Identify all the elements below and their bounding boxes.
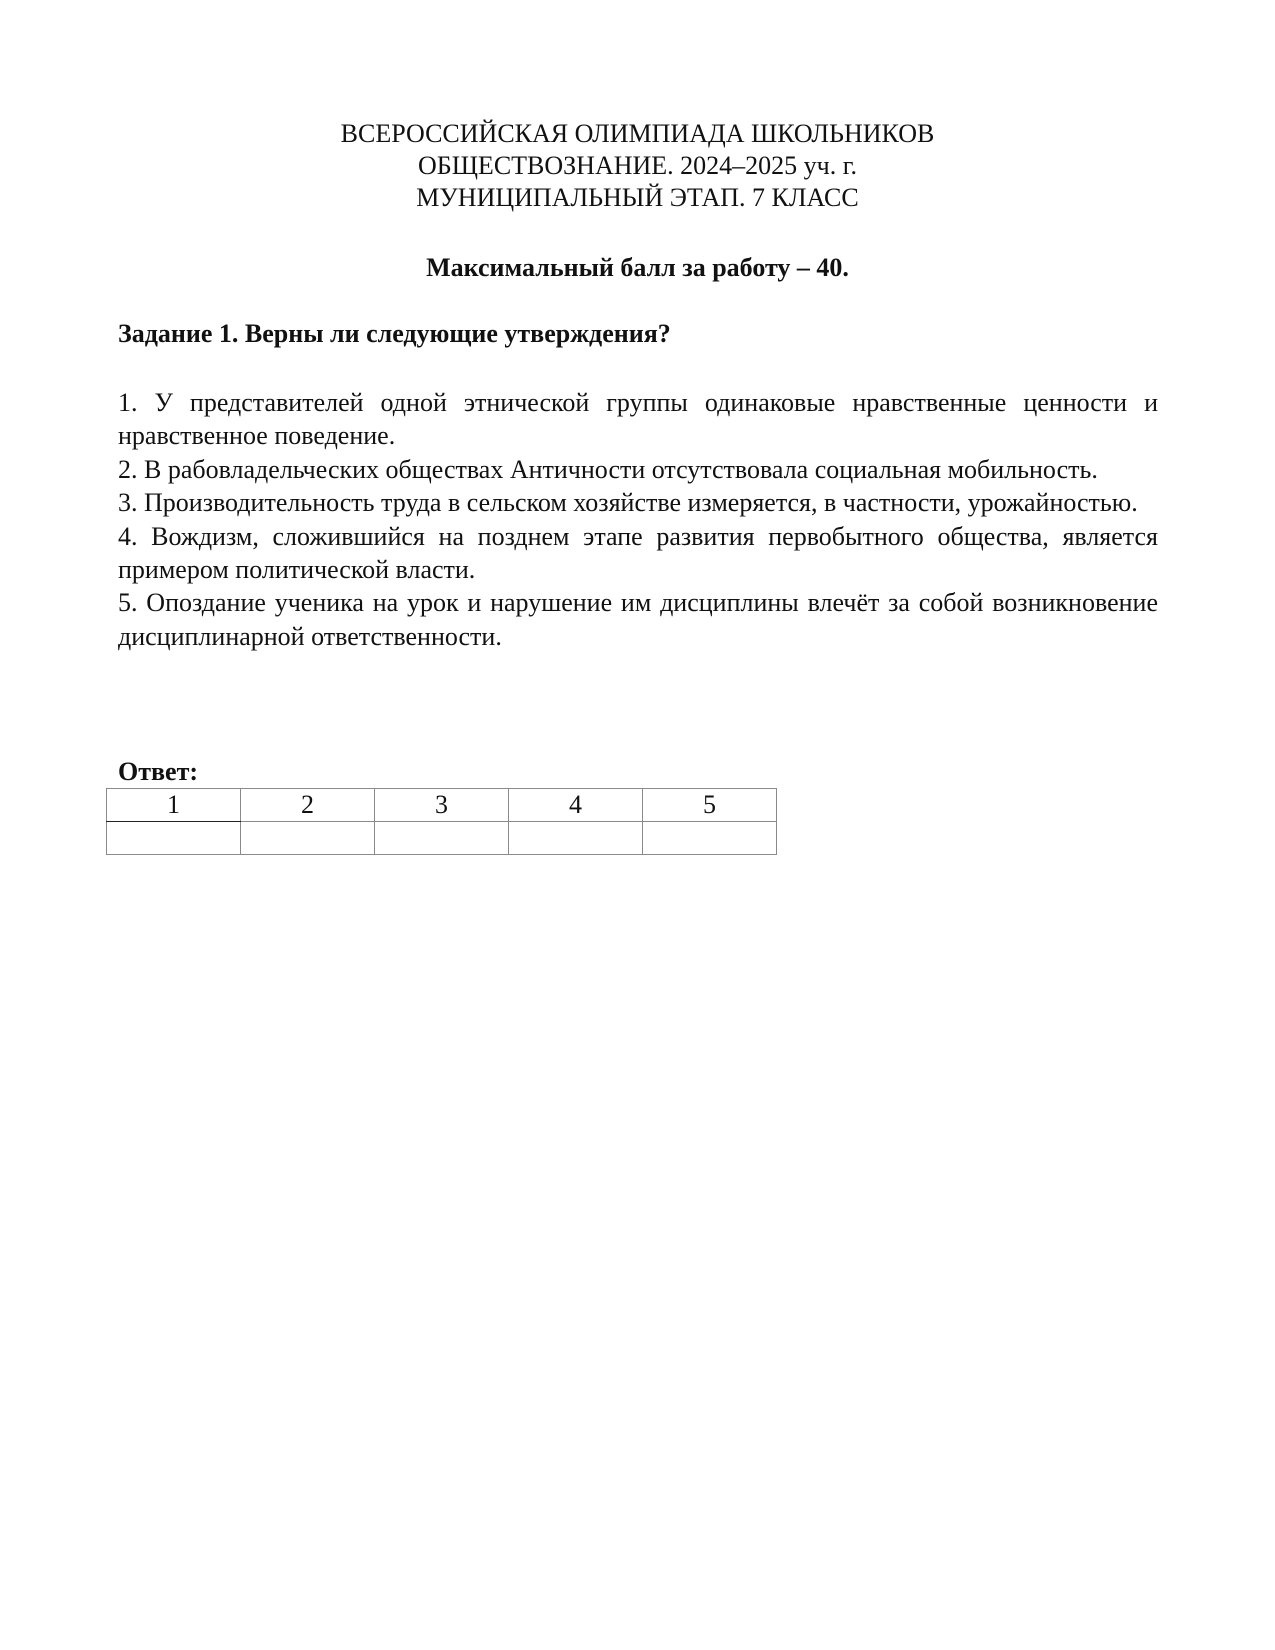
statement-3: 3. Производительность труда в сельском хозяйстве измеряется, в частности, урожайностью. [118,488,1138,518]
header-subject-year: ОБЩЕСТВОЗНАНИЕ. 2024–2025 уч. г. [418,151,857,180]
statement-2: 2. В рабовладельческих обществах Античности отсутствовала социальная мобильность. [118,454,1098,484]
answer-label: Ответ: [118,757,199,786]
answer-header-cell-3: 3 [375,789,509,822]
statement-5: 5. Опоздание ученика на урок и нарушение им дисциплины влечёт за собой возникновение дисциплинарной ответственности. [118,588,1158,651]
task-1-statements [118,386,1158,653]
answer-table-answer-row [107,822,777,855]
answer-cell-4[interactable] [509,822,643,855]
answer-header-cell-5: 5 [643,789,777,822]
task-1-title: Задание 1. Верны ли следующие утверждения? [118,319,671,348]
answer-cell-5[interactable] [643,822,777,855]
answer-header-cell-4: 4 [509,789,643,822]
answer-header-cell-2: 2 [241,789,375,822]
answer-table-header-row [107,789,777,822]
answer-cell-2[interactable] [241,822,375,855]
answer-cell-1[interactable] [107,822,241,855]
document-header [0,118,1275,214]
statement-1: 1. У представителей одной этнической группы одинаковые нравственные ценности и нравственное поведение. [118,388,1158,451]
header-stage-grade: МУНИЦИПАЛЬНЫЙ ЭТАП. 7 КЛАСС [416,183,859,212]
header-olympiad-title: ВСЕРОССИЙСКАЯ ОЛИМПИАДА ШКОЛЬНИКОВ [340,119,935,148]
answer-cell-3[interactable] [375,822,509,855]
statement-4: 4. Вождизм, сложившийся на позднем этапе развития первобытного общества, является примером политической власти. [118,521,1158,585]
answer-header-cell-1: 1 [107,789,241,822]
answer-table [106,788,777,855]
max-score-line: Максимальный балл за работу – 40. [426,253,849,282]
